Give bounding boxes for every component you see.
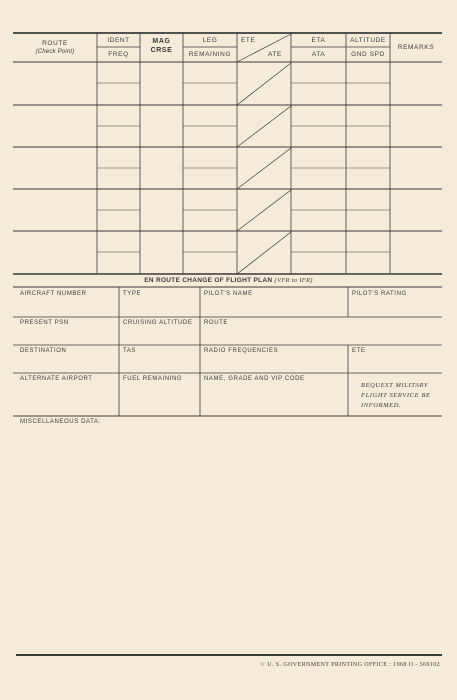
- pilots-name-label: PILOT'S NAME: [204, 291, 253, 297]
- ete-label: ETE: [352, 348, 366, 354]
- altitude-header: ALTITUDE: [350, 37, 386, 44]
- crse-header: CRSE: [150, 47, 173, 54]
- tas-label: TAS: [123, 348, 137, 354]
- ete-header: ETE: [241, 37, 256, 44]
- eta-header: ETA: [311, 37, 326, 44]
- name-grade-vip-label: NAME, GRADE AND VIP CODE: [204, 376, 305, 382]
- gnd-spd-header: GND SPD: [351, 51, 385, 58]
- type-label: TYPE: [123, 291, 142, 297]
- ident-header: IDENT: [107, 37, 130, 44]
- ata-header: ATA: [311, 51, 326, 58]
- request-military-note: REQUEST MILITARY FLIGHT SERVICE BE INFORMED.: [361, 382, 431, 409]
- fuel-remaining-label: FUEL REMAINING: [123, 376, 183, 382]
- en-route-change-title: EN ROUTE CHANGE OF FLIGHT PLAN (VFR to IFR): [144, 277, 313, 284]
- route-header: ROUTE (Check Point): [35, 40, 75, 55]
- pilots-rating-label: PILOT'S RATING: [352, 291, 407, 297]
- route-label: ROUTE: [204, 320, 228, 326]
- leg-header: LEG: [202, 37, 218, 44]
- ate-header: ATE: [268, 51, 282, 58]
- alternate-airport-label: ALTERNATE AIRPORT: [20, 376, 93, 382]
- misc-data-label: MISCELLANEOUS DATA:: [20, 419, 101, 425]
- freq-header: FREQ: [108, 51, 129, 58]
- remaining-header: REMAINING: [188, 51, 232, 58]
- aircraft-number-label: AIRCRAFT NUMBER: [20, 291, 87, 297]
- printing-office-footer: ☆ U. S. GOVERNMENT PRINTING OFFICE : 1968 O - 569102: [259, 662, 440, 668]
- radio-frequencies-label: RADIO FREQUENCIES: [204, 348, 279, 354]
- cruising-altitude-label: CRUISING ALTITUDE: [123, 320, 193, 326]
- mag-header: MAG: [152, 38, 171, 45]
- present-psn-label: PRESENT PSN: [20, 320, 69, 326]
- remarks-header: REMARKS: [397, 44, 435, 51]
- destination-label: DESTINATION: [20, 348, 67, 354]
